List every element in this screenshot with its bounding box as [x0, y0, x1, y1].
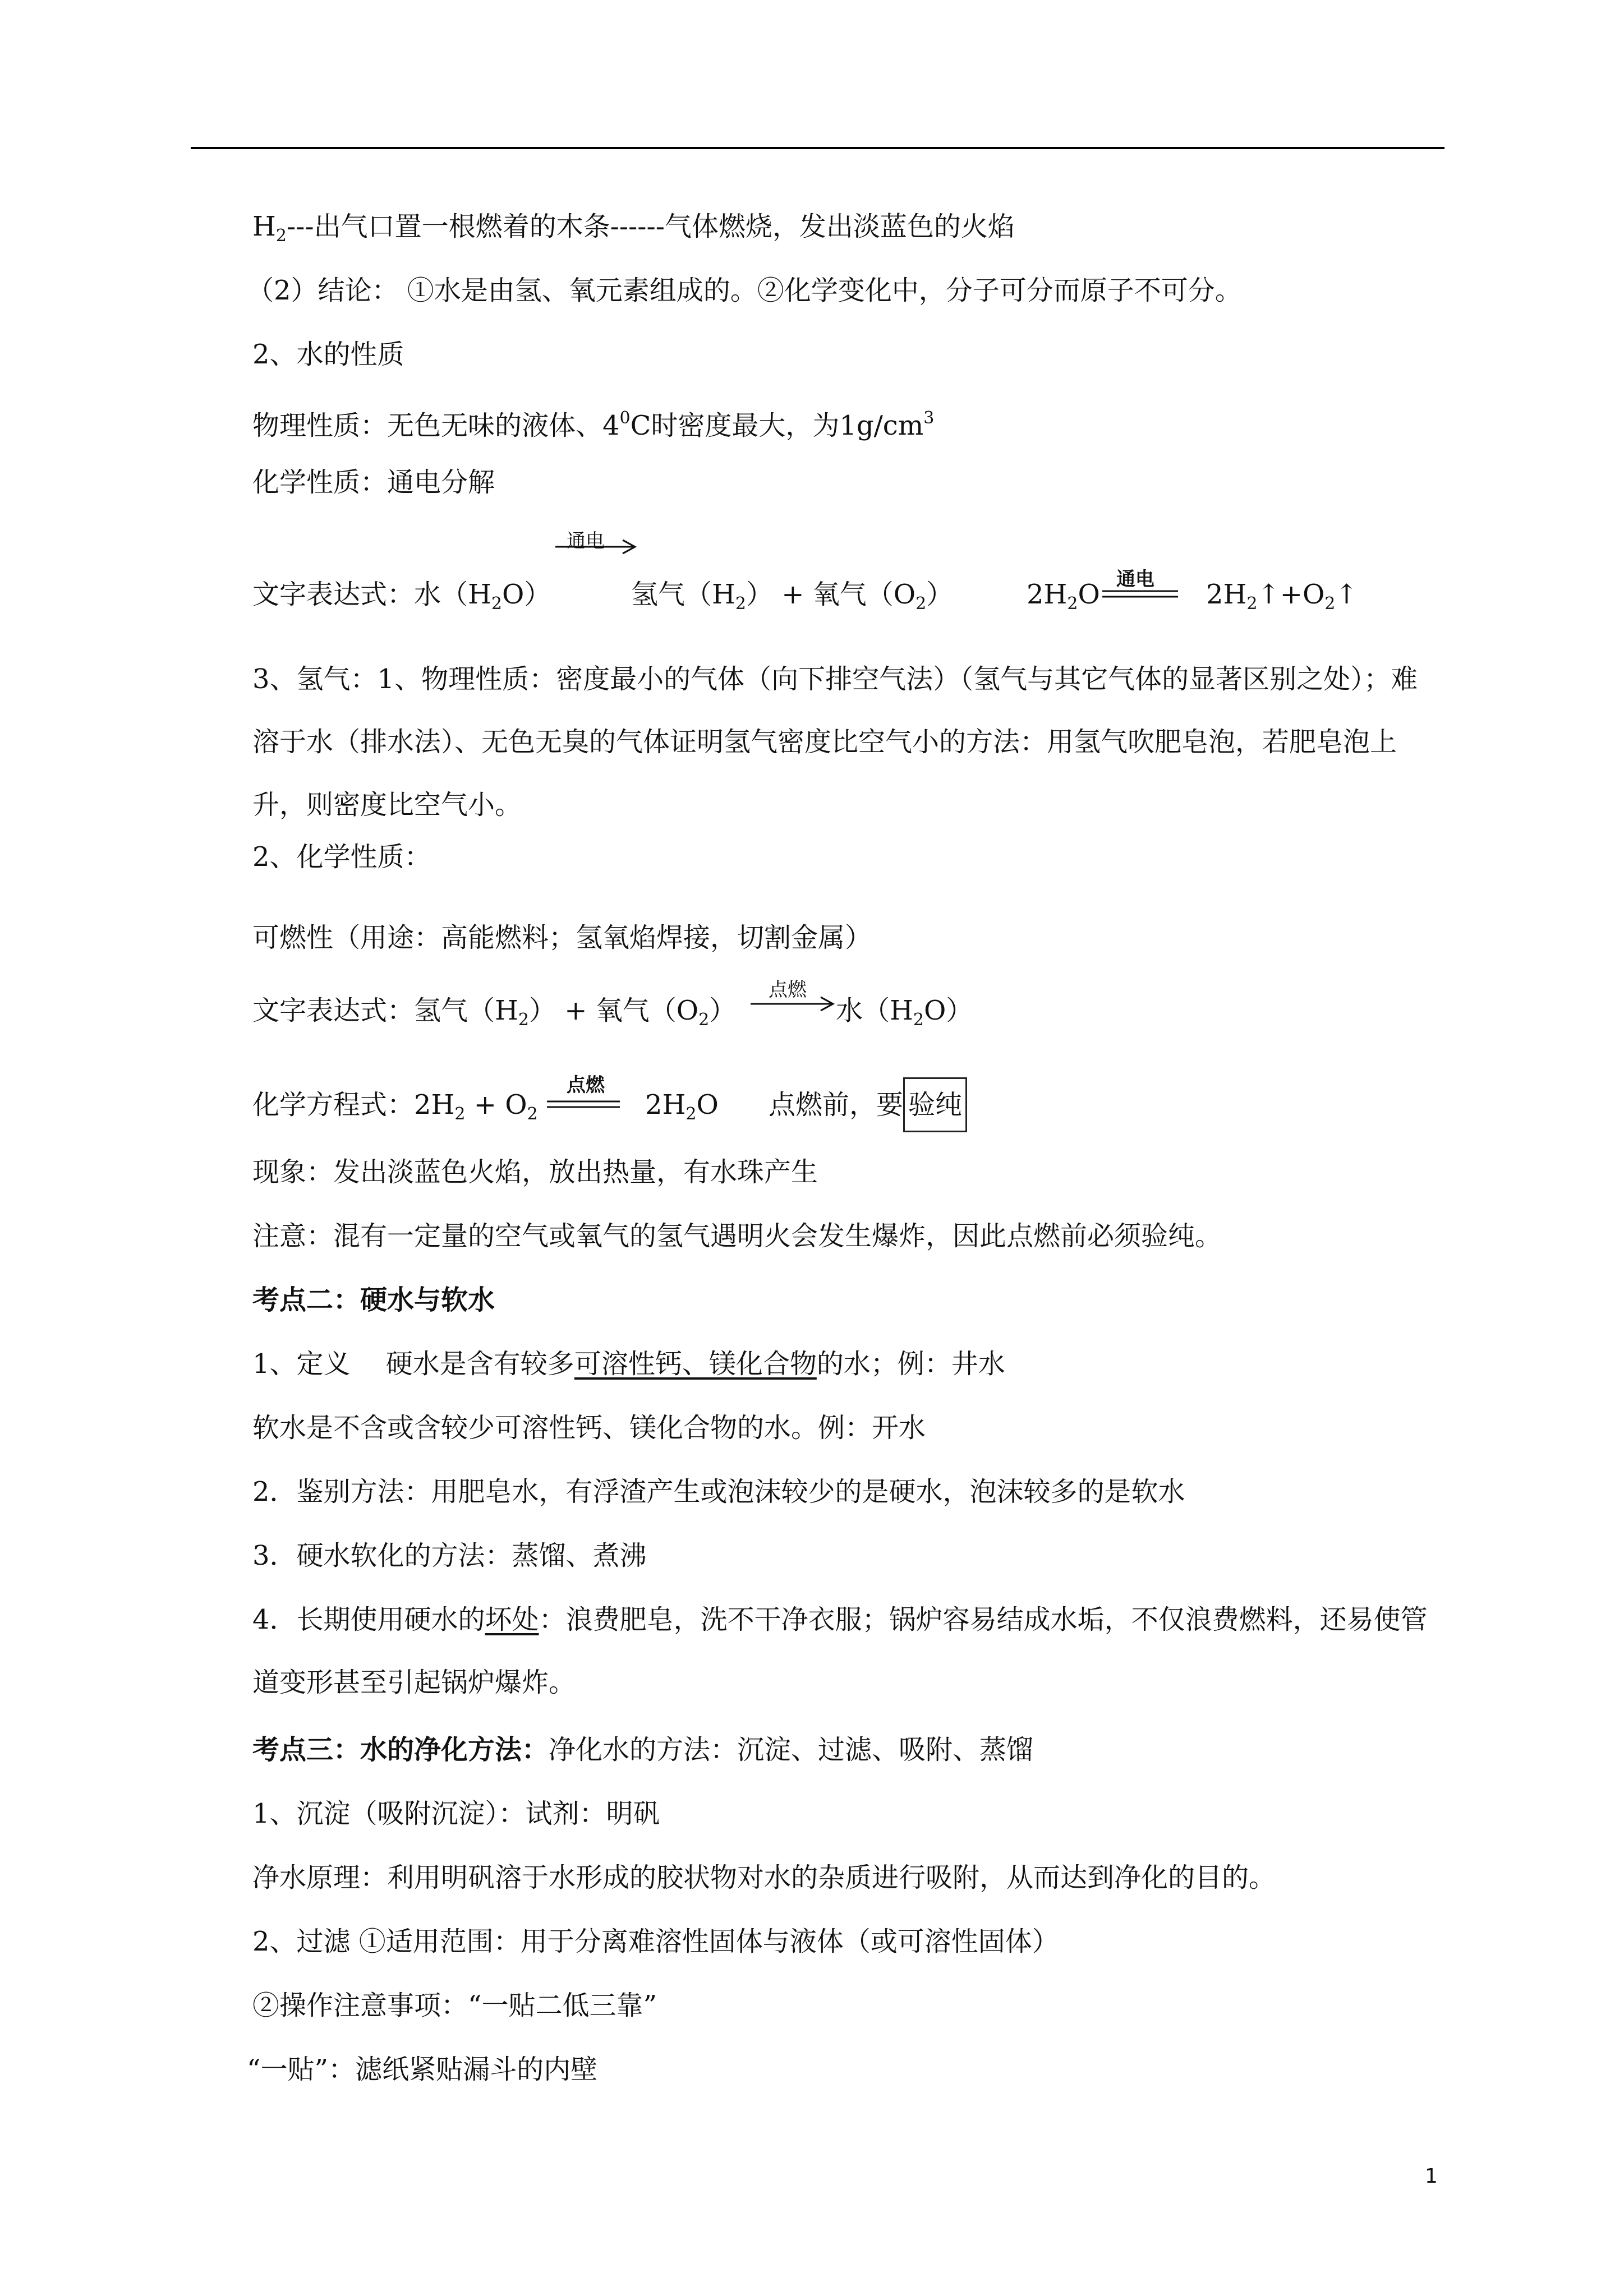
- purity-check-box: 验纯: [903, 1077, 967, 1132]
- electrolysis-arrow: [555, 538, 640, 555]
- chemical-equation-product: $2H_2O$: [645, 1089, 719, 1124]
- purification-principle: 净水原理：利用明矾溶于水形成的胶状物对水的杂质进行吸附，从而达到净化的目的。: [252, 1862, 1276, 1893]
- combustion-equals-sign: [547, 1099, 623, 1110]
- electrolysis-products: 氢气$(H_2)$ + 氧气$(O_2)$: [631, 579, 954, 614]
- chemical-properties-line: 化学性质：通电分解: [252, 467, 495, 498]
- physical-properties-line: 物理性质：无色无味的液体、$4^0C$时密度最大，为$1g/cm^3$: [252, 408, 935, 441]
- h2-test-line: $H_2---$出气口置一根燃着的木条------气体燃烧，发出淡蓝色的火焰: [252, 211, 1015, 246]
- conclusion-line: （2）结论： ①水是由氢、氧元素组成的。②化学变化中，分子可分而原子不可分。: [247, 275, 1242, 306]
- soft-water-definition: 软水是不含或含较少可溶性钙、镁化合物的水。例：开水: [252, 1412, 926, 1444]
- hydrogen-physical-paragraph: 3、氢气：1、物理性质：密度最小的气体（向下排空气法）（氢气与其它气体的显著区别之处）；难溶于水（排水法）、无色无臭的气体证明氢气密度比空气小的方法：用氢气吹肥皂泡，若肥皂泡上升，则密度比空气小。: [252, 663, 1418, 820]
- hard-water-harm-paragraph: 4．长期使用硬水的坏处：浪费肥皂，洗不干净衣服；锅炉容易结成水垢，不仅浪费燃料，还易使管道变形甚至引起锅炉爆炸。: [252, 1604, 1428, 1698]
- identification-method: 2．鉴别方法：用肥皂水，有浮渣产生或泡沫较少的是硬水，泡沫较多的是软水: [252, 1476, 1185, 1507]
- word-equation-combustion: 文字表达式：氢气$(H_2)$ + 氧气$(O_2)$: [252, 995, 737, 1030]
- combustion-product: 水$(H_2O)$: [836, 995, 973, 1030]
- combustion-arrow-label: 点燃: [769, 979, 807, 1001]
- electrolysis-equals-sign: [1102, 589, 1181, 600]
- flammability-line: 可燃性（用途：高能燃料；氢氧焰焊接，切割金属）: [252, 922, 872, 953]
- hard-water-definition: 1、定义 硬水是含有较多可溶性钙、镁化合物的水；例：井水: [252, 1348, 1005, 1380]
- hydrogen-chemical-heading: 2、化学性质：: [252, 841, 431, 873]
- combustion-condition: 点燃: [567, 1074, 605, 1096]
- water-properties-heading: 2、水的性质: [252, 339, 404, 370]
- one-paste-line: “一贴”：滤纸紧贴漏斗的内壁: [247, 2054, 598, 2085]
- combustion-arrow: [751, 995, 838, 1012]
- softening-method: 3．硬水软化的方法：蒸馏、煮沸: [252, 1540, 647, 1571]
- electrolysis-condition: 通电: [1116, 568, 1154, 591]
- chemical-equation: 化学方程式：$2H_2 + O_2$: [252, 1089, 538, 1124]
- purity-check-note: 点燃前，要 验纯: [769, 1088, 967, 1122]
- phenomenon-line: 现象：发出淡蓝色火焰，放出热量，有水珠产生: [252, 1156, 818, 1188]
- filtration-notes: ②操作注意事项：“一贴二低三靠”: [252, 1990, 657, 2021]
- page-number: 1: [1425, 2165, 1438, 2188]
- filtration-line: 2、过滤 ①适用范围：用于分离难溶性固体与液体（或可溶性固体）: [252, 1926, 1059, 1957]
- electrolysis-formula-products: $2H_2↑+O_2↑$: [1206, 579, 1358, 614]
- header-rule: [191, 147, 1444, 149]
- word-equation-electrolysis: 文字表达式：水$(H_2O)$: [252, 579, 551, 614]
- key-point-3-line: 考点三：水的净化方法：净化水的方法：沉淀、过滤、吸附、蒸馏: [252, 1734, 1034, 1765]
- sedimentation-line: 1、沉淀（吸附沉淀）：试剂：明矾: [252, 1798, 660, 1829]
- electrolysis-arrow-label: 通电: [567, 530, 605, 552]
- caution-line: 注意：混有一定量的空气或氧气的氢气遇明火会发生爆炸，因此点燃前必须验纯。: [252, 1220, 1222, 1252]
- electrolysis-formula-reactant: $2H_2O$: [1027, 579, 1100, 614]
- key-point-2-title: 考点二：硬水与软水: [252, 1284, 495, 1316]
